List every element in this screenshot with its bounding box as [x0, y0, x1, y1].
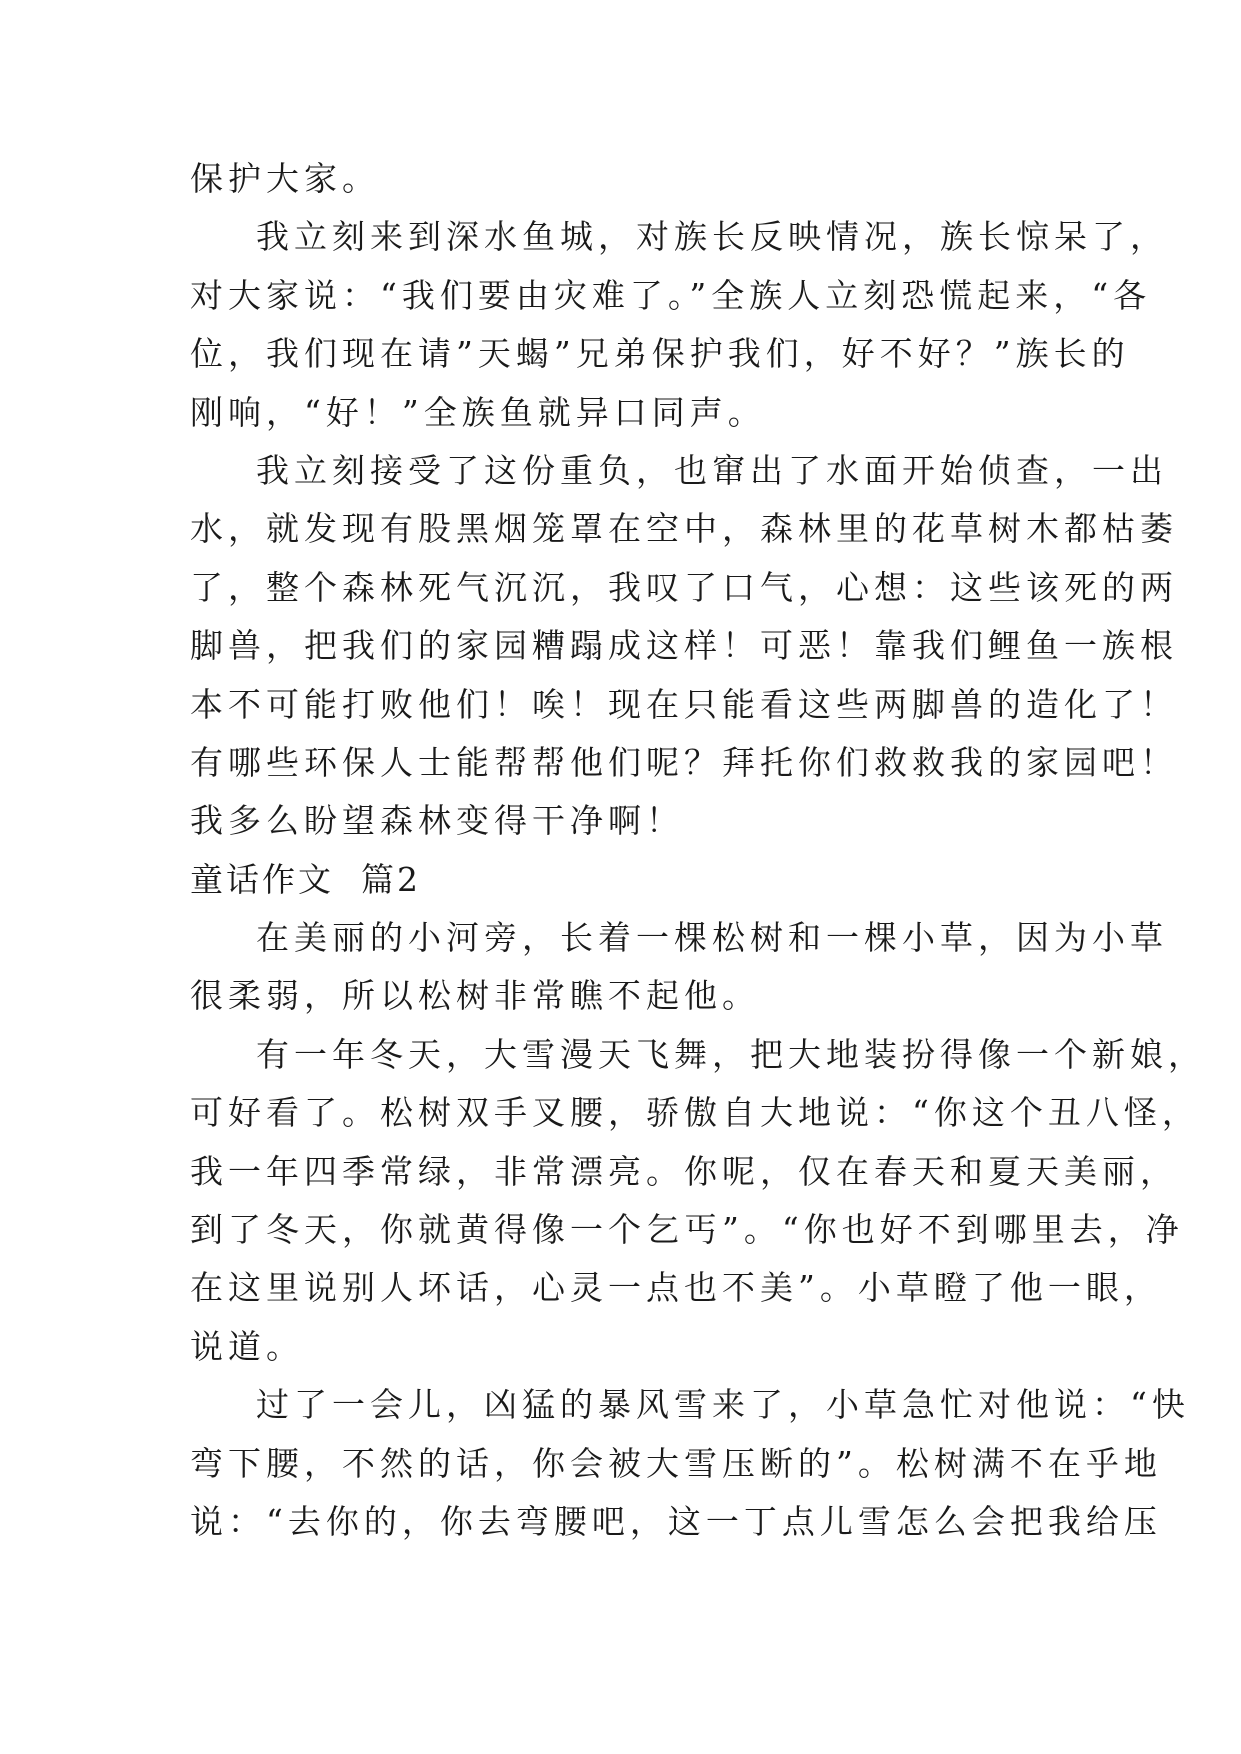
text-line: 我立刻接受了这份重负，也窜出了水面开始侦查，一出	[256, 450, 1168, 490]
document-page	[190, 150, 1206, 1551]
paragraph-4	[190, 1026, 1206, 1376]
text-line: 可好看了。松树双手叉腰，骄傲自大地说：“你这个丑八怪，	[190, 1093, 1200, 1133]
text-line: 水，就发现有股黑烟笼罩在空中，森林里的花草树木都枯萎	[190, 509, 1178, 549]
text-line: 很柔弱，所以松树非常瞧不起他。	[190, 976, 760, 1016]
text-line: 我多么盼望森林变得干净啊！	[190, 801, 684, 841]
text-line: 对大家说：“我们要由灾难了。”全族人立刻恐慌起来，“各	[190, 275, 1152, 315]
text-line: 弯下腰，不然的话，你会被大雪压断的”。松树满不在乎地	[190, 1443, 1162, 1483]
text-line: 在这里说别人坏话，心灵一点也不美”。小草瞪了他一眼，	[190, 1268, 1162, 1308]
text-line: 保护大家。	[190, 159, 380, 198]
text-line: 我立刻来到深水鱼城，对族长反映情况，族长惊呆了，	[256, 217, 1168, 257]
section-heading: 童话作文 篇2	[190, 859, 421, 899]
text-line: 说：“去你的，你去弯腰吧，这一丁点儿雪怎么会把我给压	[190, 1501, 1162, 1541]
text-line: 有一年冬天，大雪漫天飞舞，把大地装扮得像一个新娘，	[256, 1034, 1206, 1074]
text-line: 位，我们现在请”天蝎”兄弟保护我们，好不好？”族长的	[190, 334, 1130, 374]
text-line: 本不可能打败他们！唉！现在只能看这些两脚兽的造化了！	[190, 684, 1178, 724]
paragraph-0	[190, 150, 1070, 208]
text-line: 过了一会儿，凶猛的暴风雪来了，小草急忙对他说：“快	[256, 1385, 1190, 1425]
paragraph-2	[190, 442, 1178, 851]
text-line: 说道。	[190, 1326, 304, 1366]
text-line: 脚兽，把我们的家园糟蹋成这样！可恶！靠我们鲤鱼一族根	[190, 626, 1178, 666]
text-line: 我一年四季常绿，非常漂亮。你呢，仅在春天和夏天美丽，	[190, 1151, 1178, 1191]
text-line: 刚响，“好！”全族鱼就异口同声。	[190, 392, 766, 432]
text-line: 在美丽的小河旁，长着一棵松树和一棵小草，因为小草	[256, 918, 1168, 958]
text-line: 到了冬天，你就黄得像一个乞丐”。“你也好不到哪里去，净	[190, 1210, 1184, 1250]
paragraph-3	[190, 909, 1168, 1026]
text-line: 了，整个森林死气沉沉，我叹了口气，心想：这些该死的两	[190, 567, 1178, 607]
paragraph-5	[190, 1376, 1190, 1551]
paragraph-1	[190, 208, 1168, 442]
text-line: 有哪些环保人士能帮帮他们呢？拜托你们救救我的家园吧！	[190, 742, 1178, 782]
